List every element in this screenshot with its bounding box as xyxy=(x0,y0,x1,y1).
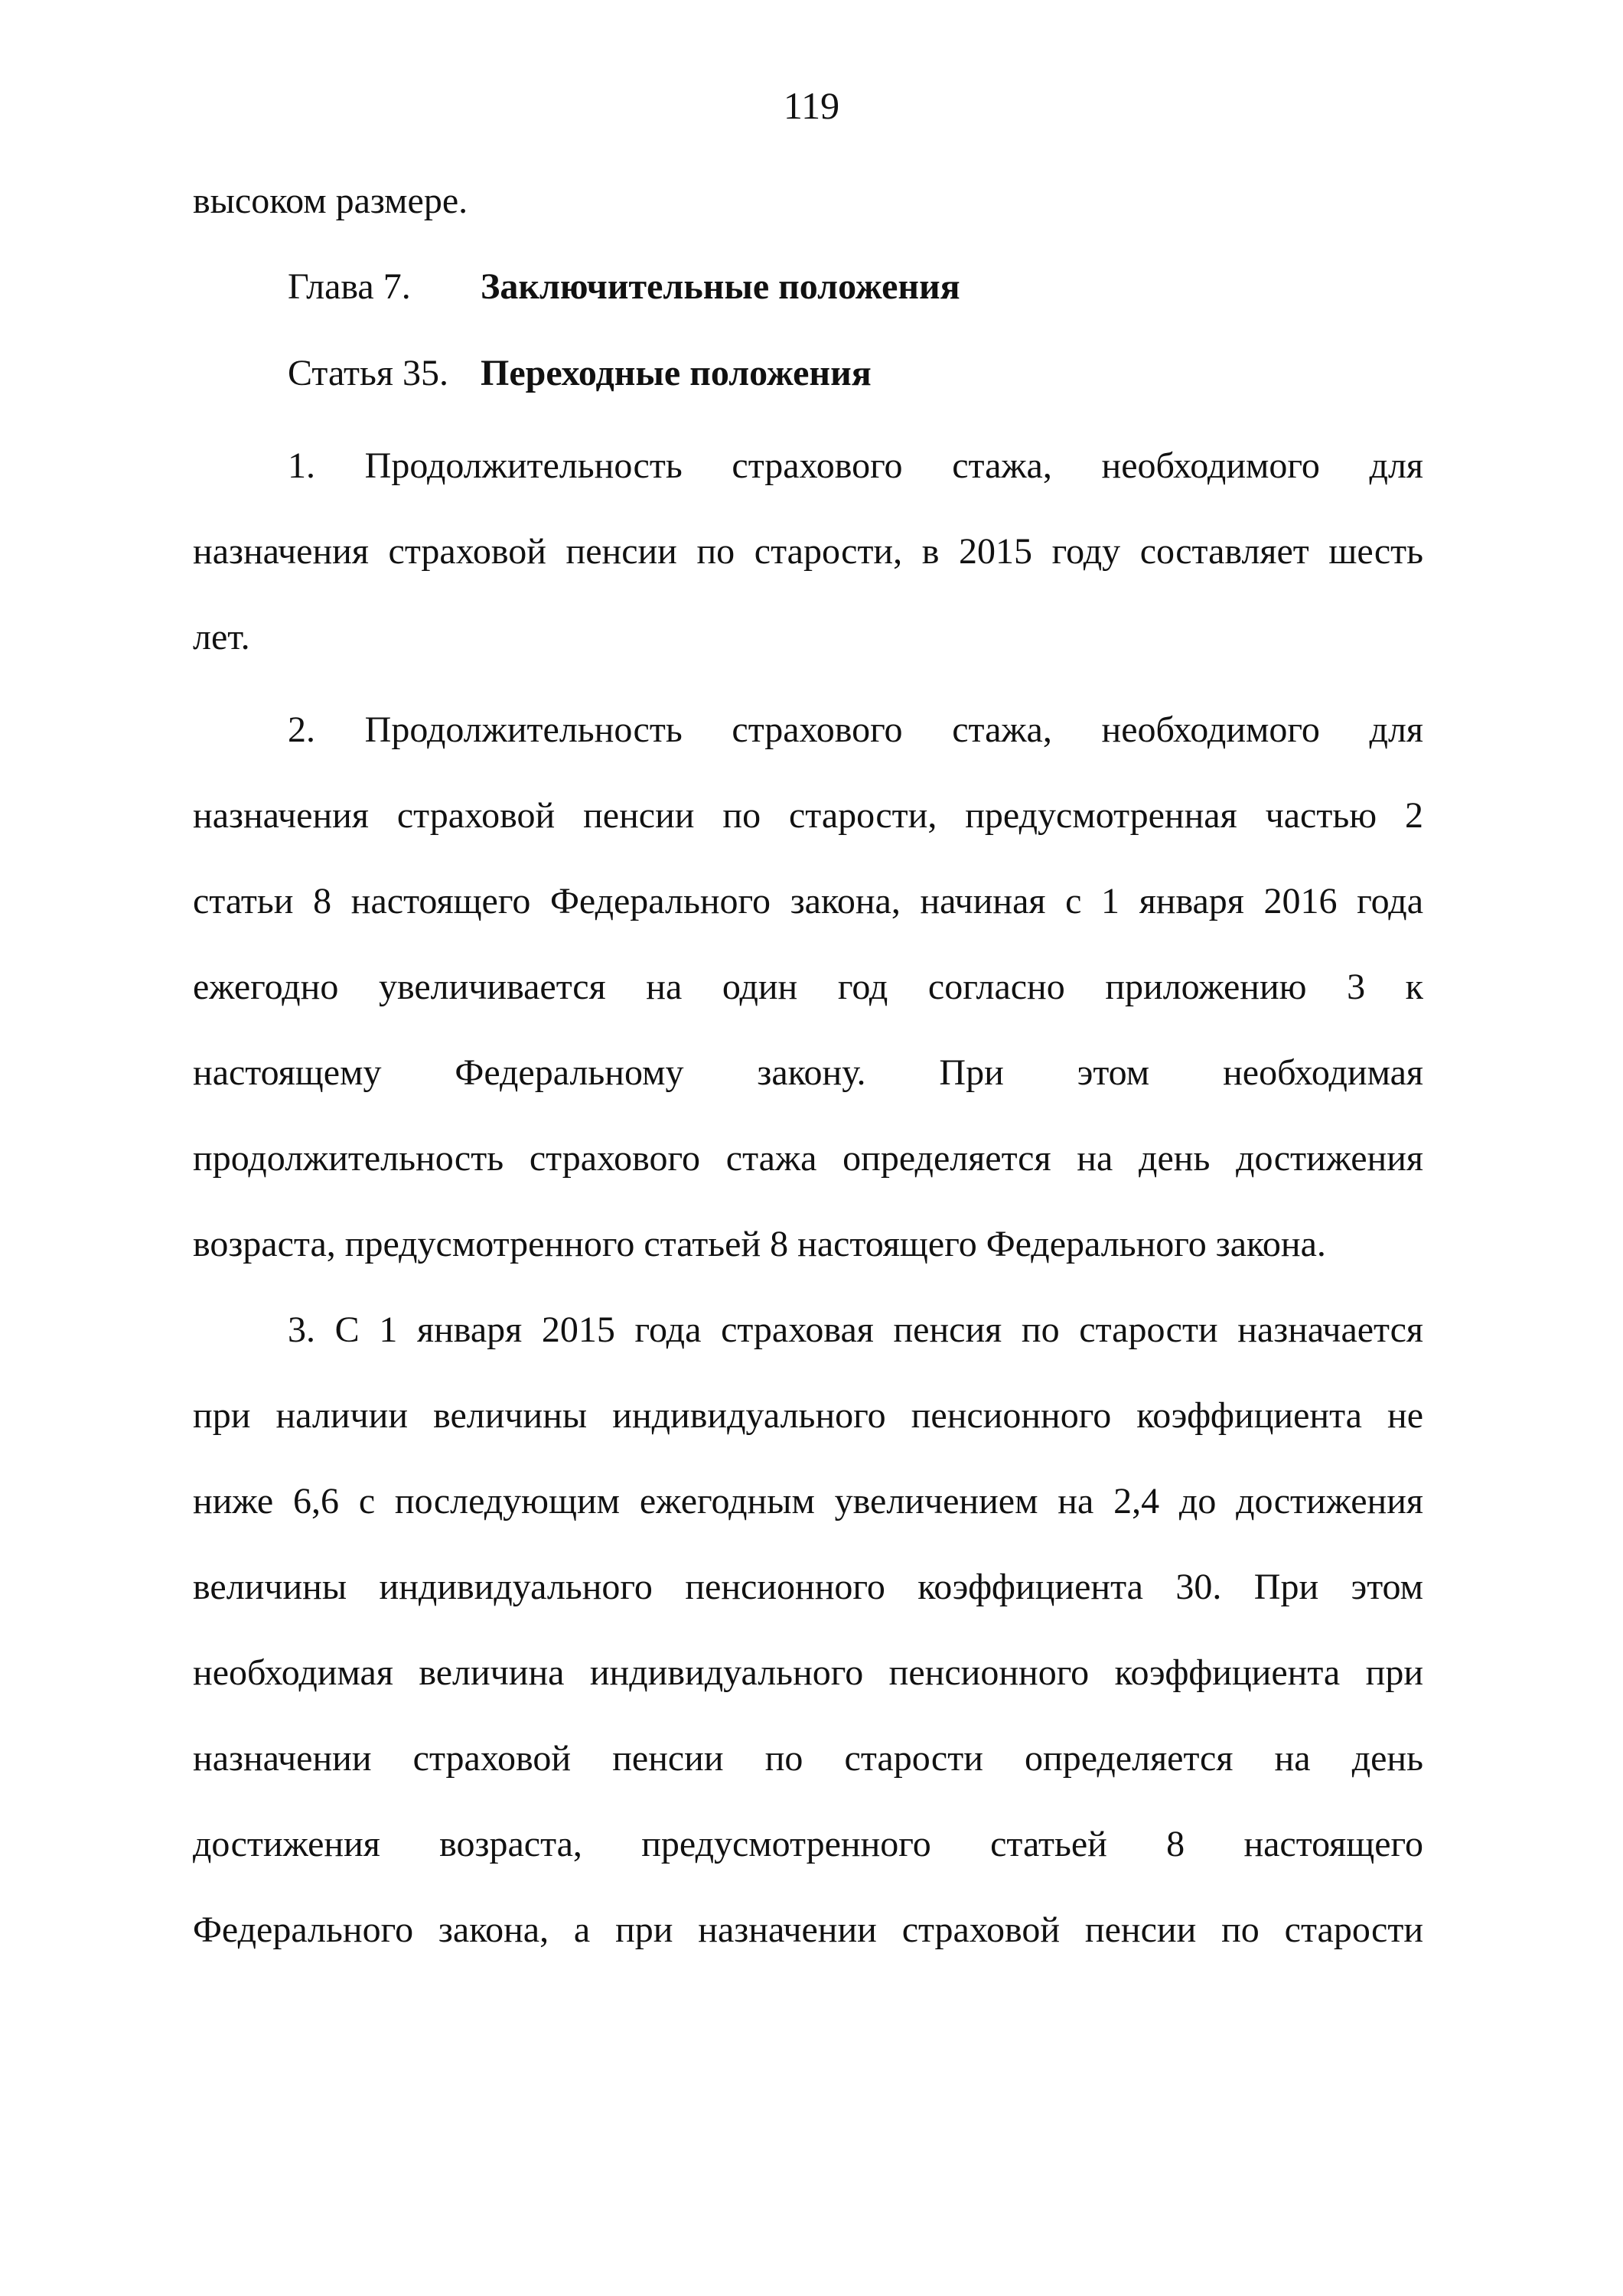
paragraph-1-line-1: 1. Продолжительность страхового стажа, необходимого для xyxy=(288,445,1423,486)
chapter-label: Глава 7. xyxy=(288,266,411,307)
paragraph-3-line-8: Федерального закона, а при назначении страховой пенсии по старости xyxy=(193,1910,1423,1950)
paragraph-2-line-2: назначения страховой пенсии по старости, предусмотренная частью 2 xyxy=(193,795,1423,836)
paragraph-3-line-5: необходимая величина индивидуального пенсионного коэффициента при xyxy=(193,1652,1423,1693)
paragraph-3-line-3: ниже 6,6 с последующим ежегодным увеличением на 2,4 до достижения xyxy=(193,1481,1423,1521)
paragraph-2-line-5: настоящему Федеральному закону. При этом необходимая xyxy=(193,1052,1423,1093)
page-number: 119 xyxy=(783,84,840,127)
paragraph-3-line-7: достижения возраста, предусмотренного статьей 8 настоящего xyxy=(193,1824,1423,1864)
article-title: Переходные положения xyxy=(481,353,872,393)
continuation-text: высоком размере. xyxy=(193,181,468,221)
paragraph-2-line-4: ежегодно увеличивается на один год согласно приложению 3 к xyxy=(193,967,1423,1007)
chapter-title: Заключительные положения xyxy=(481,266,960,307)
paragraph-3-line-6: назначении страховой пенсии по старости определяется на день xyxy=(193,1738,1423,1779)
paragraph-1-line-3: лет. xyxy=(193,617,250,657)
paragraph-3-line-2: при наличии величины индивидуального пенсионного коэффициента не xyxy=(193,1395,1423,1436)
paragraph-3-line-4: величины индивидуального пенсионного коэффициента 30. При этом xyxy=(193,1567,1423,1607)
chapter-heading xyxy=(288,264,1518,310)
paragraph-2-line-6: продолжительность страхового стажа определяется на день достижения xyxy=(193,1138,1423,1179)
paragraph-2-line-3: статьи 8 настоящего Федерального закона, начиная с 1 января 2016 года xyxy=(193,881,1423,921)
paragraph-3-line-1: 3. С 1 января 2015 года страховая пенсия по старости назначается xyxy=(288,1309,1423,1350)
paragraph-2-line-7: возраста, предусмотренного статьей 8 настоящего Федерального закона. xyxy=(193,1224,1326,1264)
article-heading xyxy=(288,351,1518,396)
article-label: Статья 35. xyxy=(288,353,448,393)
paragraph-1-line-2: назначения страховой пенсии по старости, в 2015 году составляет шесть xyxy=(193,531,1423,572)
paragraph-2-line-1: 2. Продолжительность страхового стажа, необходимого для xyxy=(288,709,1423,750)
